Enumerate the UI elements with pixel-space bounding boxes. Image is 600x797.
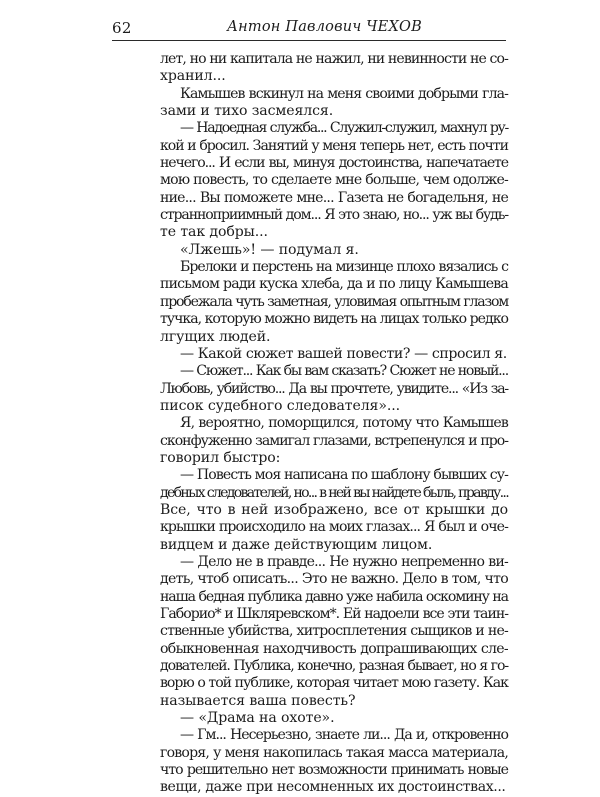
- text-line: мою повесть, то сделаете мне больше, чем одолже-: [160, 172, 508, 189]
- page-number: 62: [112, 19, 132, 37]
- text-line: пробежала чуть заметная, уловимая опытным глазом: [160, 293, 508, 310]
- running-head: Антон Павлович ЧЕХОВ: [227, 19, 422, 35]
- text-line: что решительно нет возможности принимать новые: [160, 762, 508, 779]
- text-line: «Лжешь»! — подумал я.: [180, 241, 359, 258]
- text-line: деть, чтоб описать... Это не важно. Дело в том, что: [160, 571, 508, 588]
- text-line: зами и тихо засмеялся.: [160, 103, 334, 120]
- text-line: Габорио* и Шкляревском*. Ей надоели все эти таин-: [160, 606, 508, 622]
- text-line: Любовь, убийство... Да вы прочтете, увидите... «Из за-: [160, 380, 508, 397]
- text-line: сконфуженно замигал глазами, встрепенулся и про-: [160, 432, 508, 449]
- text-line: ние... Вы поможете мне... Газета не богадельня, не: [160, 189, 508, 206]
- text-line: лет, но ни капитала не нажил, ни невинности не со-: [160, 51, 508, 67]
- text-line: — Сюжет... Как бы вам сказать? Сюжет не новый...: [180, 363, 508, 380]
- text-line: — Повесть моя написана по шаблону бывших су-: [180, 467, 508, 484]
- text-line: — Какой сюжет вашей повести? — спросил я.: [180, 345, 507, 362]
- text-line: тучка, которую можно видеть на лицах только редко: [160, 311, 508, 328]
- text-line: говоря, у меня накопилась такая масса материала,: [160, 744, 508, 761]
- text-line: писок судебного следователя»...: [160, 397, 401, 414]
- text-line: Я, вероятно, поморщился, потому что Камышев: [180, 415, 508, 432]
- text-line: видцем и даже действующим лицом.: [160, 536, 433, 553]
- text-line: говорил быстро:: [160, 449, 281, 466]
- text-line: — «Драма на охоте».: [180, 710, 335, 727]
- text-line: лгущих людей.: [160, 328, 271, 345]
- page-header: [112, 16, 506, 41]
- text-line: нечего... И если вы, минуя достоинства, напечатаете: [160, 155, 508, 172]
- text-line: ворю о той публике, которая читает мою газету. Как: [160, 675, 508, 692]
- text-line: — Гм... Несерьезно, знаете ли... Да и, откровенно: [180, 727, 508, 744]
- text-line: называется ваша повесть?: [160, 692, 356, 709]
- text-line: письмом ради куска хлеба, да и по лицу Камышева: [160, 276, 508, 293]
- text-line: Брелоки и перстень на мизинце плохо вязались с: [180, 259, 508, 276]
- text-line: — Надоедная служба... Служил-служил, махнул ру-: [180, 120, 508, 137]
- text-line: дебных следователей, но... в ней вы найдете быль, правду...: [160, 484, 508, 501]
- text-line: Все, что в ней изображено, все от крышки до: [160, 501, 508, 518]
- text-line: странноприимный дом... Я это знаю, но... уж вы будь-: [160, 207, 508, 224]
- text-line: обыкновенная находчивость допрашивающих сле-: [160, 640, 508, 657]
- text-line: вещи, даже при несомненных их достоинствах...: [160, 779, 506, 796]
- text-line: дователей. Публика, конечно, разная бывает, но я го-: [160, 658, 508, 675]
- text-line: ственные убийства, хитросплетения сыщиков и не-: [160, 623, 508, 640]
- body-text: [160, 51, 508, 797]
- text-line: хранил...: [160, 68, 226, 85]
- text-line: наша бедная публика давно уже набила оскомину на: [160, 588, 508, 605]
- text-line: кой и бросил. Занятий у меня теперь нет, есть почти: [160, 137, 508, 154]
- text-line: Камышев вскинул на меня своими добрыми гла-: [180, 85, 508, 102]
- text-line: те так добры...: [160, 224, 268, 241]
- text-line: — Дело не в правде... Не нужно непременно ви-: [180, 553, 508, 570]
- text-line: крышки происходило на моих глазах... Я был и оче-: [160, 519, 508, 536]
